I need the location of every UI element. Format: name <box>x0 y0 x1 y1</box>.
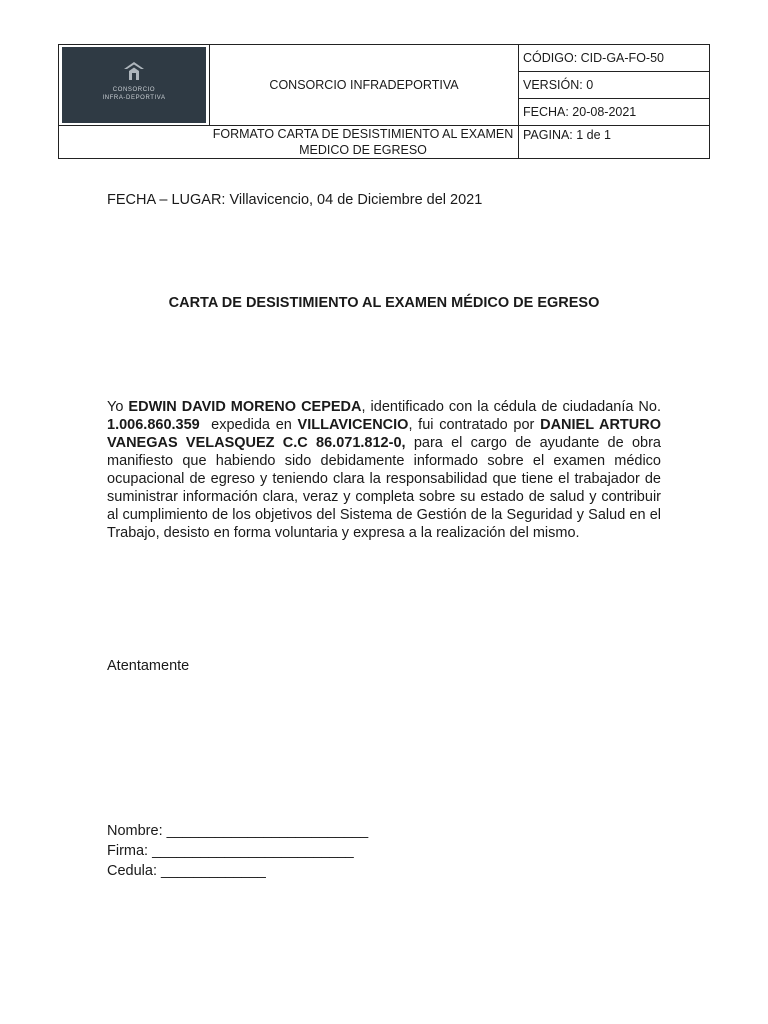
logo-cell <box>59 45 210 126</box>
logo-text <box>62 86 206 102</box>
closing-text: Atentamente <box>107 658 190 674</box>
letter-title: CARTA DE DESISTIMIENTO AL EXAMEN MÉDICO DE EGRESO <box>168 295 600 311</box>
format-title <box>59 126 519 159</box>
signature-id-line: Cedula: _____________ <box>107 863 266 879</box>
employee-id-number: 1.006.860.359 <box>107 417 200 433</box>
logo-mark-icon <box>123 61 145 81</box>
logo-text-line-1: CONSORCIO <box>112 87 156 93</box>
date-place-line: FECHA – LUGAR: Villavicencio, 04 de Diciembre del 2021 <box>107 192 483 208</box>
document-page: PAGINA: 1 de 1 <box>519 126 710 159</box>
document-version: VERSIÓN: 0 <box>519 72 710 99</box>
signature-name-line: Nombre: _________________________ <box>107 823 369 839</box>
body-text-2: , identificado con la cédula de ciudadanía No. <box>361 399 661 415</box>
body-text-5: para el cargo de ayudante de obra manifiesto que habiendo sido debidamente informado sobre el examen médico ocupacional de egreso y teniendo clara la responsabilidad que tiene el trabajador de suministrar información clara, veraz y completa sobre su estado de salud y contribuir al cumplimiento de los objetivos del Sistema de Gestión de la Seguridad y Salud en el Trabajo, desisto en forma voluntaria y expresa a la realización del mismo. <box>107 435 661 541</box>
company-name: CONSORCIO INFRADEPORTIVA <box>210 45 519 126</box>
logo-text-line-2: INFRA-DEPORTIVA <box>102 95 166 101</box>
signature-sign-line: Firma: _________________________ <box>107 843 354 859</box>
format-title-text: FORMATO CARTA DE DESISTIMIENTO AL EXAMEN MEDICO DE EGRESO <box>212 127 514 157</box>
letter-body <box>107 398 661 542</box>
employer-name: DANIEL ARTURO VANEGAS VELASQUEZ C.C 86.071.812-0, <box>107 417 661 451</box>
document-header-table <box>58 44 710 159</box>
document-code: CÓDIGO: CID-GA-FO-50 <box>519 45 710 72</box>
document-date: FECHA: 20-08-2021 <box>519 99 710 126</box>
body-text-1: Yo <box>107 399 129 415</box>
body-text-4: , fui contratado por <box>408 417 541 433</box>
company-logo <box>62 47 206 123</box>
body-text-3: expedida en <box>199 417 298 433</box>
issue-city: VILLAVICENCIO <box>297 417 409 433</box>
employee-name: EDWIN DAVID MORENO CEPEDA <box>128 399 362 415</box>
